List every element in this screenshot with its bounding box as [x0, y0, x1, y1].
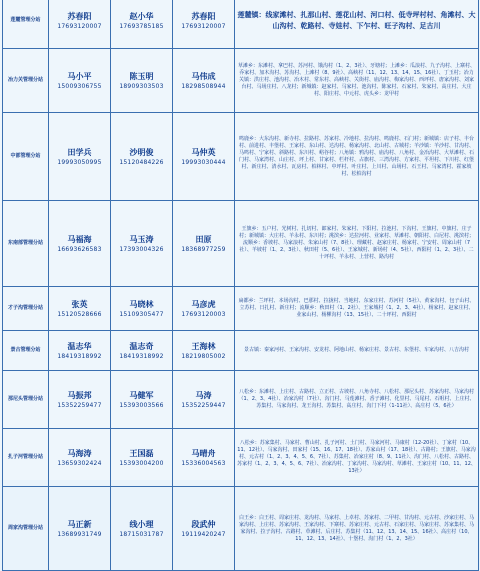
table-row: [3, 371, 479, 429]
contact-cell: [111, 429, 173, 487]
station-name: 东南部管理分站: [3, 201, 49, 287]
contact-name: 马振邦: [67, 390, 92, 400]
contact-cell: [111, 371, 173, 429]
contact-name: 苏春阳: [191, 11, 216, 21]
contact-cell: [49, 201, 111, 287]
contact-cell: [173, 429, 235, 487]
table-row: [3, 49, 479, 113]
contact-cell: [173, 371, 235, 429]
coverage-villages: 扁都乡：兰坪村、本场沟村、巴那村、拉拢村、当地村、东家庄村、苏河村（5社）、黄家沟村、包子山村、立苏村、日扎村、新庄村；流顺乡：秋田村（1、2社）、王家城村（1、2、3、4社）、杨家村、赵家庄村、业家山村、杨柳沟村（13、15社）、二十坪村、西阳村: [235, 287, 479, 331]
contact-cell: [49, 371, 111, 429]
contact-name: 段武仲: [191, 519, 216, 529]
contact-cell: [173, 113, 235, 201]
coverage-villages: 景古镇：秦家河村、王家沟村、安龙村、阿地山村、杨家庄村、景古村、东堡村、车家沟村、八吉沟村: [235, 331, 479, 371]
contact-phone: 17693785185: [119, 22, 164, 30]
contact-phone: 15120528666: [57, 310, 102, 318]
coverage-villages: 草滩乡：东滩村、拿巴村、苏河村、饿沟村（1、2、3社）、牙塘村；上滩乡：瓜浪村、九子沟村、上寨村、乔家村、加木沟村、苏沟村、上滩村（8、9社）、高峡村（11、12、13、14、15、16社）、丁玉村；冶力关镇：洪庄村、池沟村、冶木村、常东村、高峡村、关街村、庙沟村、梅家沟村、西坪村、唐家沟村、刘家台村、马场庄村、八龙村；新城镇：赵家村、马家村、池沟村、陈家村、石家村、朱家村、高庄村、大庄村、阳庄村、中元村、虎头乡：龙甲村: [235, 49, 479, 113]
contact-phone: 18909303503: [119, 82, 164, 90]
table-row: [3, 0, 479, 49]
contact-phone: 15352259477: [57, 401, 102, 409]
contact-name: 马海涛: [67, 448, 92, 458]
table-row: [3, 429, 479, 487]
coverage-villages: 白王乡：白王村、周家庄村、龙沟村、马家村、上卓村、苏家村、二甲村、甘沟村、元古村、沙家庄村、马家沟村、上庄村、苏家沟村、王家沟村、下寨村、苏家庄村、元古村、石家庄村、马家庄村、苏家集村、马家沟村、拉子沟村、古路村、草滩村、后庄村、苏集村（11、12、13、14、15、16社）、高庄村（10、11、12、13、14社）、十堡村、沟门村（1、2、3社）: [235, 487, 479, 571]
contact-phone: 15393003566: [119, 401, 164, 409]
contact-cell: [49, 287, 111, 331]
contact-cell: [49, 429, 111, 487]
contact-phone: 15336004563: [181, 459, 226, 467]
contact-cell: [111, 113, 173, 201]
contact-cell: [173, 201, 235, 287]
contact-name: 马正新: [67, 519, 92, 529]
contact-cell: [111, 331, 173, 371]
contact-cell: [173, 49, 235, 113]
contact-phone: 13689931749: [57, 530, 102, 538]
coverage-villages: 王旗乡：五户村、光树村、扎切村、郎家村、朱家村、下阳村、拉池村、下沟村、王旗村、中旗村、庄子村；新城镇：大庄村、羊永村、东川村；洮滨乡：达拉河村、业家村、草滩村、朝阳村、白尼村、洮滨村；流顺乡：香坡村、马家浪村、朱家山村（7、8社）、理藏村、赵家庄村、杨家村、宁安村、周家山村（7社）、羊坡村（1、2、3社）、秋田村（5、6社）、王家城村、新场村（4、5社）、西阳村（1、2、3社）、二十坪村、羊永村、上营村、路沟村: [235, 201, 479, 287]
station-name: 那尼头管理分站: [3, 371, 49, 429]
contact-cell: [49, 487, 111, 571]
contact-phone: 18298508944: [181, 82, 226, 90]
contact-cell: [111, 0, 173, 49]
contact-cell: [49, 331, 111, 371]
station-name: 周家沟管理分站: [3, 487, 49, 571]
contact-name: 田学兵: [67, 147, 92, 157]
contact-cell: [49, 113, 111, 201]
contact-name: 马小平: [67, 71, 92, 81]
station-name: 冶力关管理分站: [3, 49, 49, 113]
contact-phone: 19993030444: [181, 158, 226, 166]
roster-table: [2, 0, 479, 571]
contact-name: 马福海: [67, 234, 92, 244]
contact-name: 赵小华: [129, 11, 154, 21]
contact-name: 马仲英: [191, 147, 216, 157]
contact-phone: 15120484226: [119, 158, 164, 166]
contact-phone: 17693120007: [57, 22, 102, 30]
contact-cell: [173, 331, 235, 371]
contact-phone: 19993050995: [57, 158, 102, 166]
contact-name: 马伟成: [191, 71, 216, 81]
contact-name: 张英: [71, 299, 88, 309]
contact-cell: [173, 287, 235, 331]
contact-phone: 15352259447: [181, 401, 226, 409]
contact-cell: [111, 487, 173, 571]
contact-name: 温志奇: [129, 341, 154, 351]
roster-body: [3, 0, 479, 571]
table-row: [3, 287, 479, 331]
contact-name: 沙明俊: [129, 147, 154, 157]
station-name: 才子沟管理分站: [3, 287, 49, 331]
contact-name: 马涛: [195, 390, 212, 400]
contact-name: 马晴舟: [191, 448, 216, 458]
contact-phone: 13659302424: [57, 459, 102, 467]
contact-phone: 18419318992: [119, 352, 164, 360]
contact-name: 马晓林: [129, 299, 154, 309]
contact-name: 线小理: [129, 519, 154, 529]
contact-cell: [173, 487, 235, 571]
table-row: [3, 201, 479, 287]
table-row: [3, 487, 479, 571]
contact-phone: 17393004326: [119, 245, 164, 253]
station-name: 景古管理分站: [3, 331, 49, 371]
coverage-villages: 八松乡：东滩村、上庄村、古路村、立正村、古坡村、八角寺村、八松村、那尼头村、苏家沟村、马家沟村（1、2、3、4社）、冶家沟村（7社）、沟门村、马莲滩村、香子滩村、化里村、马尾村、石咀村、上庄村、苏集村、马家沟村、龙王沟村、苏集村、高庄村、沟门下村（1-11社）、高庄村（5、6社）: [235, 371, 479, 429]
contact-name: 陈玉明: [129, 71, 154, 81]
contact-name: 田原: [195, 234, 212, 244]
contact-phone: 17693120003: [181, 310, 226, 318]
contact-name: 马玉涛: [129, 234, 154, 244]
contact-phone: 15393004200: [119, 459, 164, 467]
coverage-villages: 莲麓镇：线家滩村、扎那山村、莲花山村、河口村、低寺坪村村、角滩村、大山沟村、乾路村、寺娃村、下乍村、旺子沟村、足古川: [235, 0, 479, 49]
contact-cell: [49, 0, 111, 49]
contact-name: 马彦虎: [191, 299, 216, 309]
contact-name: 温志华: [67, 341, 92, 351]
contact-cell: [111, 287, 173, 331]
contact-cell: [49, 49, 111, 113]
contact-phone: 18368977259: [181, 245, 226, 253]
contact-name: 王国磊: [129, 448, 154, 458]
contact-name: 苏春阳: [67, 11, 92, 21]
contact-phone: 16693626583: [57, 245, 102, 253]
coverage-villages: 鸣鹿乡：大东沟村、新寺村、拉路村、苏家村、冷地村、拉沟村、鸣鹿村、石门村；新城镇：店子村、丰台村、前进村、丰堡村、王家村、东山村、达沟村、杨家沟村、北山村、古城村；羊沙镇：羊沙村、甘沟村、马鸣村、宁家村、斜路村、东川村、峪谷村；八角镇：鸦沟村、庙沟村、八角村、金冶沟村、大草滩村、石门村、马家湾村、山庄村、坪上村、甘家村、栏杆村、占旗村、三湾沟村、方家村、平坦村、下川村、红堡村、新庄村、清水村、瓦房村、柏林村、中坪村、叶庄村、上川村、山场村、石王村、马家湾村、霍家坡村、松柏沟村: [235, 113, 479, 201]
table-row: [3, 113, 479, 201]
station-name: 中部管理分站: [3, 113, 49, 201]
contact-phone: 17693120007: [181, 22, 226, 30]
contact-name: 王海林: [191, 341, 216, 351]
contact-cell: [111, 201, 173, 287]
contact-phone: 18219805002: [181, 352, 226, 360]
contact-phone: 18715031787: [119, 530, 164, 538]
contact-phone: 19119420247: [181, 530, 226, 538]
contact-phone: 15009306755: [57, 82, 102, 90]
table-row: [3, 331, 479, 371]
contact-cell: [111, 49, 173, 113]
station-name: 扎子河管理分站: [3, 429, 49, 487]
contact-phone: 18419318992: [57, 352, 102, 360]
contact-cell: [173, 0, 235, 49]
contact-name: 马健军: [129, 390, 154, 400]
coverage-villages: 八松乡：苏家集村、马家村、曹山村、扎子河村、土门村、马家河村、马康村（12-20社）、丁家村（10、11、12社）、马家沟村、田家村（15、16、17、18社）、苏家山村（17、18社）、古路村；王旗村、马家沟村、元古村（1、2、3、4、5、6、7社）、苏集村、冶家庄村（8、9、11社）、沟门村、八松村、古路村、苏家村（1、2、3、4、5、6、7社）、冶家沟村、丁家沟村、马家沟村、草滩村、王家庄村（10、11、12、13社）: [235, 429, 479, 487]
contact-phone: 15109305477: [119, 310, 164, 318]
station-name: 莲麓管理分站: [3, 0, 49, 49]
